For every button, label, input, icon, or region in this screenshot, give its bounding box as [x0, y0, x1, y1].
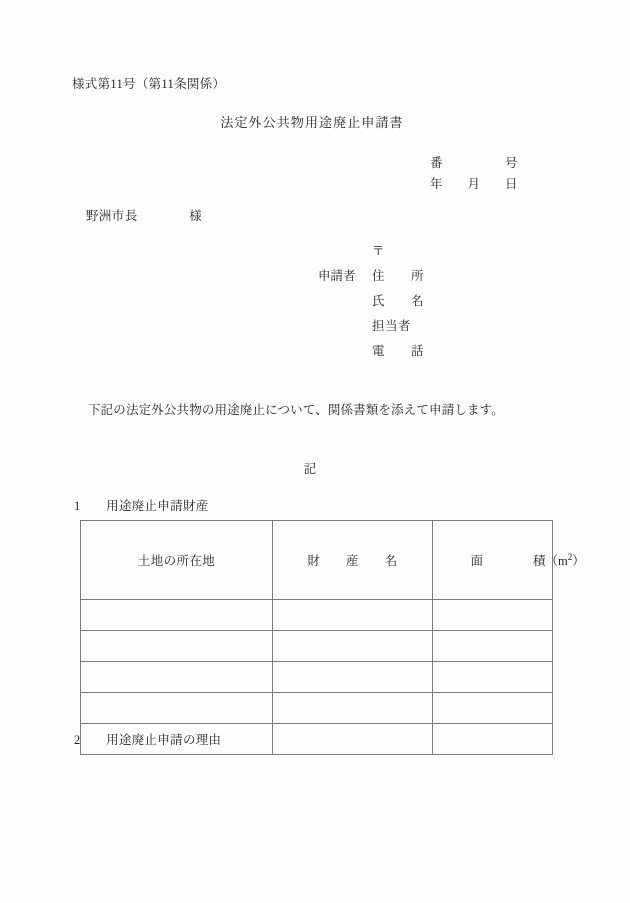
cell-property-name[interactable] — [273, 662, 433, 693]
applicant-name-label: 氏 名 — [372, 294, 425, 308]
column-header-location: 土地の所在地 — [81, 521, 273, 600]
cell-area[interactable] — [433, 600, 553, 631]
cell-location[interactable] — [81, 600, 273, 631]
table-header-row — [81, 521, 553, 600]
form-number-label: 様式第11号（第11条関係） — [72, 77, 226, 91]
applicant-contact-row — [318, 316, 424, 341]
document-meta-block — [430, 153, 518, 195]
column-header-area-superscript: 2 — [567, 551, 573, 562]
cell-area[interactable] — [433, 631, 553, 662]
document-title: 法定外公共物用途廃止申請書 — [220, 115, 404, 130]
applicant-address-row — [318, 266, 424, 291]
applicant-block — [318, 241, 424, 366]
applicant-phone-label: 電 話 — [372, 344, 425, 358]
section-heading-property: 1 用途廃止申請財産 — [74, 499, 209, 513]
property-table — [80, 520, 585, 755]
cell-area[interactable] — [433, 693, 553, 724]
cell-location[interactable] — [81, 631, 273, 662]
column-header-property-name: 財 産 名 — [273, 521, 433, 600]
table-row — [81, 693, 553, 724]
section-heading-reason: 2 用途廃止申請の理由 — [74, 733, 222, 747]
column-header-area — [433, 521, 585, 600]
ki-marker: 記 — [303, 462, 317, 476]
cell-location[interactable] — [81, 662, 273, 693]
cell-property-name[interactable] — [273, 600, 433, 631]
applicant-phone-row — [318, 341, 424, 366]
column-header-area-prefix: 面 積（m — [470, 554, 568, 568]
applicant-contact-person-label: 担当者 — [372, 319, 412, 333]
table-row — [81, 662, 553, 693]
cell-location[interactable] — [81, 693, 273, 724]
applicant-label: 申請者 — [318, 269, 356, 283]
body-sentence: 下記の法定外公共物の用途廃止について、関係書類を添えて申請します。 — [88, 403, 504, 417]
table-row — [81, 600, 553, 631]
document-number-line: 番 号 — [430, 156, 518, 170]
cell-property-name[interactable] — [273, 693, 433, 724]
document-date-line: 年 月 日 — [430, 177, 518, 191]
cell-property-name[interactable] — [273, 631, 433, 662]
cell-area[interactable] — [433, 662, 553, 693]
table-row — [81, 631, 553, 662]
cell-area[interactable] — [433, 724, 553, 755]
column-header-area-suffix: ） — [572, 554, 585, 568]
postal-code-symbol: 〒 — [372, 244, 386, 258]
applicant-address-label: 住 所 — [372, 269, 425, 283]
cell-property-name[interactable] — [273, 724, 433, 755]
applicant-postal-row — [318, 241, 424, 266]
applicant-name-row — [318, 291, 424, 316]
addressee-line: 野洲市長 様 — [86, 209, 203, 223]
